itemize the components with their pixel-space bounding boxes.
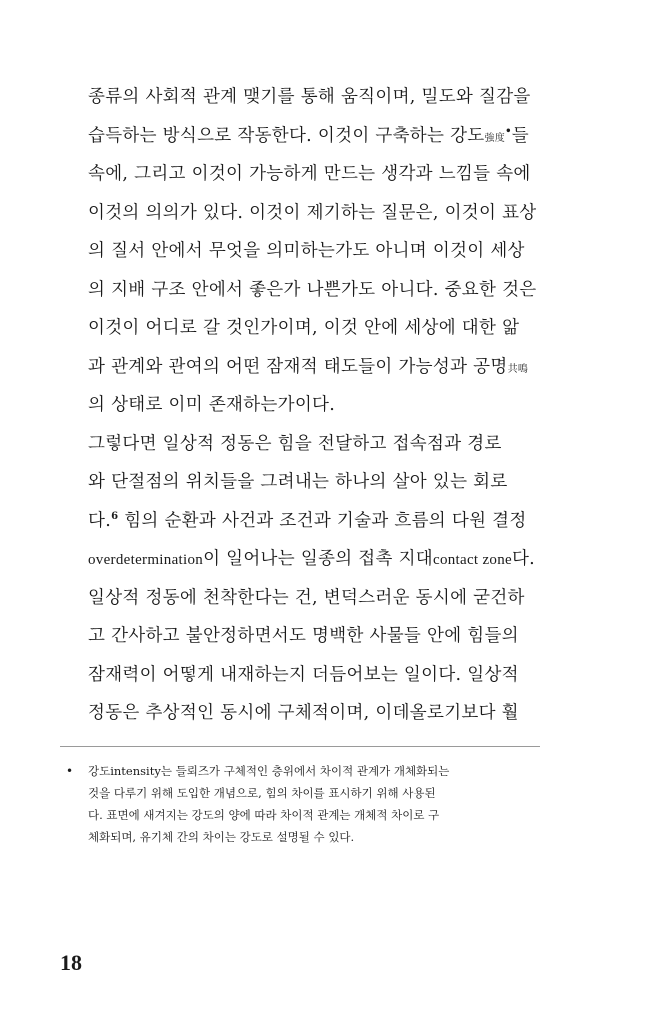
footnote-divider [60,746,540,747]
text-line: 의 상태로 이미 존재하는가이다. [88,395,336,415]
text-line: 이것의 의의가 있다. 이것이 제기하는 질문은, 이것이 표상 [88,202,537,223]
text-line: 과 관계와 관여의 어떤 잠재적 태도들이 가능성과 공명共鳴 [88,356,529,377]
footnote-bullet: • [66,764,74,778]
page-number: 18 [60,950,82,975]
hanja-gloss: 共鳴 [507,363,529,375]
hanja-gloss: 強度 [484,132,506,144]
text-line: 잠재력이 어떻게 내재하는지 더듬어보는 일이다. 일상적 [88,664,519,685]
latin-gloss: overdetermination [88,552,204,568]
endnote-marker[interactable]: 6 [111,510,119,522]
text-line: 의 질서 안에서 무엇을 의미하는가도 아니며 이것이 세상 [88,241,525,261]
text-line: overdetermination이 일어나는 일종의 접촉 지대contact zone다. [88,549,536,569]
footnote-marker[interactable]: • [505,125,512,137]
text-line: 습득하는 방식으로 작동한다. 이것이 구축하는 강도強度•들 [88,125,530,146]
footnote-line: 강도intensity는 들뢰즈가 구체적인 층위에서 차이적 관계가 개체화되는 [88,764,450,778]
text-line: 정동은 추상적인 동시에 구체적이며, 이데올로기보다 훨 [88,703,519,723]
text-line: 고 간사하고 불안정하면서도 명백한 사물들 안에 힘들의 [88,626,519,646]
footnote-line: 것을 다루기 위해 도입한 개념으로, 힘의 차이를 표시하기 위해 사용된 [88,786,436,800]
text-line: 와 단절점의 위치들을 그려내는 하나의 살아 있는 회로 [88,472,508,492]
footnote-line: 체화되며, 유기체 간의 차이는 강도로 설명될 수 있다. [88,830,355,844]
text-line: 그렇다면 일상적 정동은 힘을 전달하고 접속점과 경로 [88,433,502,454]
text-line: 종류의 사회적 관계 맺기를 통해 움직이며, 밀도와 질감을 [88,87,531,107]
text-line: 다.$^6$ 힘의 순환과 사건과 조건과 기술과 흐름의 다원 결정 [88,510,527,531]
text-line: 의 지배 구조 안에서 좋은가 나쁜가도 아니다. 중요한 것은 [88,279,537,300]
text-line: 일상적 정동에 천착한다는 건, 변덕스러운 동시에 굳건하 [88,587,525,608]
footnote-line: 다. 표면에 새겨지는 강도의 양에 따라 차이적 관계는 개체적 차이로 구 [88,808,440,822]
text-line: 속에, 그리고 이것이 가능하게 만드는 생각과 느낌들 속에 [88,164,531,184]
footnote [66,760,544,848]
text-line: 이것이 어디로 갈 것인가이며, 이것 안에 세상에 대한 앎 [88,318,520,338]
latin-gloss: contact zone [432,552,512,568]
body-text [88,78,548,733]
